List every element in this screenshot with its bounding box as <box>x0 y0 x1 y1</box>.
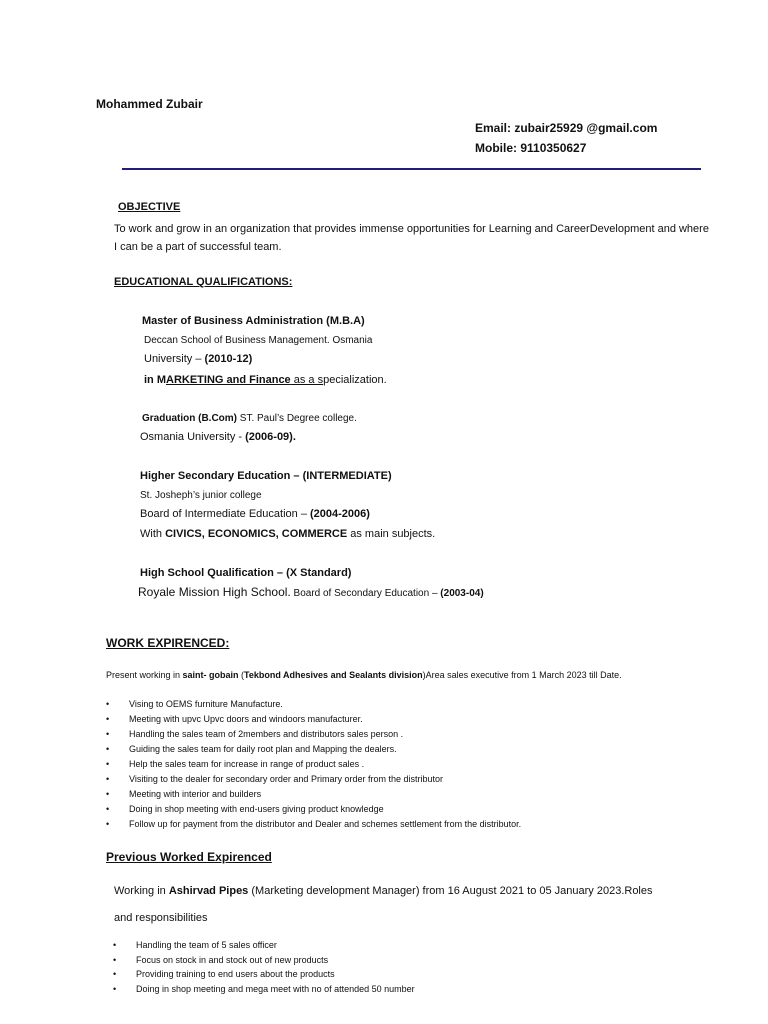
list-item <box>106 802 521 817</box>
grad-college: ST. Paul’s Degree college. <box>237 413 357 424</box>
mba-university-label: University – <box>144 353 205 365</box>
inter-board <box>140 508 370 520</box>
list-item <box>106 697 521 712</box>
grad-years: (2006-09). <box>245 431 296 443</box>
previous-roles-line: and responsibilities <box>114 912 208 924</box>
previous-duties-list <box>113 938 415 997</box>
inter-years: (2004-2006) <box>310 508 370 520</box>
inter-subjects-list: CIVICS, ECONOMICS, COMMERCE <box>165 528 348 540</box>
present-suffix: )Area sales executive from 1 March 2023 till Date. <box>422 670 622 680</box>
mba-spec-mid: as a s <box>290 374 324 386</box>
bullet-icon: • <box>106 744 110 754</box>
list-item <box>106 817 521 832</box>
bullet-icon: • <box>106 819 110 829</box>
list-item-text: Visiting to the dealer for secondary order and Primary order from the distributor <box>129 774 443 784</box>
bullet-icon: • <box>113 969 117 980</box>
mba-school: Deccan School of Business Management. Osmania <box>144 335 373 346</box>
bullet-icon: • <box>106 759 110 769</box>
bullet-icon: • <box>113 984 117 995</box>
inter-subjects-suffix: as main subjects. <box>347 528 436 540</box>
mobile-line: Mobile: 9110350627 <box>475 141 587 155</box>
bullet-icon: • <box>106 789 110 799</box>
list-item-text: Meeting with upvc Upvc doors and windoors manufacturer. <box>129 714 363 724</box>
grad-university <box>140 431 296 443</box>
work-heading: WORK EXPIRENCED: <box>106 636 230 650</box>
inter-subjects <box>140 528 435 540</box>
mba-title: Master of Business Administration (M.B.A) <box>142 315 365 327</box>
list-item-text: Follow up for payment from the distributor and Dealer and schemes settlement from the distributor. <box>129 819 522 829</box>
education-heading: EDUCATIONAL QUALIFICATIONS: <box>114 276 293 288</box>
grad-line <box>142 413 357 424</box>
list-item <box>113 967 415 982</box>
present-paren: ( <box>238 670 245 680</box>
previous-position <box>114 885 653 897</box>
objective-text: To work and grow in an organization that provides immense opportunities for Learning and CareerDevelopment and where I can be a part of successful team. <box>114 223 709 253</box>
list-item-text: Vising to OEMS furniture Manufacture. <box>129 699 283 709</box>
inter-board-label: Board of Intermediate Education – <box>140 508 310 520</box>
mba-spec-prefix: in M <box>144 374 166 386</box>
bullet-icon: • <box>106 699 110 709</box>
mba-university <box>144 353 252 365</box>
previous-suffix: (Marketing development Manager) from 16 August 2021 to 05 January 2023.Roles <box>248 885 653 897</box>
list-item-text: Providing training to end users about the products <box>136 969 335 980</box>
list-item-text: Handling the sales team of 2members and distributors sales person . <box>129 729 404 739</box>
inter-college: St. Josheph’s junior college <box>140 490 262 501</box>
present-prefix: Present working in <box>106 670 183 680</box>
present-company: saint- gobain <box>182 670 239 680</box>
work-duties-list <box>106 697 521 832</box>
list-item <box>106 712 521 727</box>
header-divider <box>122 168 701 170</box>
list-item-text: Focus on stock in and stock out of new products <box>136 954 329 965</box>
previous-prefix: Working in <box>114 885 169 897</box>
list-item <box>106 787 521 802</box>
inter-title: Higher Secondary Education – (INTERMEDIATE) <box>140 470 392 482</box>
present-position <box>106 670 622 680</box>
previous-heading: Previous Worked Expirenced <box>106 850 272 864</box>
bullet-icon: • <box>106 729 110 739</box>
email-line: Email: zubair25929 @gmail.com <box>475 121 658 135</box>
list-item-text: Handling the team of 5 sales officer <box>136 940 277 950</box>
present-division: Tekbond Adhesives and Sealants division <box>244 670 423 680</box>
mba-specialization <box>144 374 387 386</box>
list-item-text: Doing in shop meeting and mega meet with no of attended 50 number <box>136 984 415 995</box>
bullet-icon: • <box>106 714 110 724</box>
previous-company: Ashirvad Pipes <box>168 885 249 897</box>
school-name: Royale Mission High School. <box>138 585 291 599</box>
grad-univ-label: Osmania University - <box>140 431 246 443</box>
list-item <box>113 938 415 953</box>
school-board: Board of Secondary Education – <box>290 588 441 599</box>
mba-spec-suffix: pecialization. <box>323 374 387 386</box>
bullet-icon: • <box>113 940 117 950</box>
list-item-text: Doing in shop meeting with end-users giving product knowledge <box>129 804 384 814</box>
list-item-text: Guiding the sales team for daily root plan and Mapping the dealers. <box>129 744 397 754</box>
list-item-text: Meeting with interior and builders <box>129 789 262 799</box>
bullet-icon: • <box>106 804 110 814</box>
objective-heading: OBJECTIVE <box>118 201 181 213</box>
list-item <box>113 953 415 968</box>
bullet-icon: • <box>106 774 110 784</box>
list-item <box>106 727 521 742</box>
grad-title: Graduation (B.Com) <box>142 413 237 424</box>
mba-years: (2010-12) <box>204 353 253 365</box>
list-item <box>113 982 415 997</box>
candidate-name: Mohammed Zubair <box>96 97 203 111</box>
list-item-text: Help the sales team for increase in range of product sales . <box>129 759 365 769</box>
list-item <box>106 742 521 757</box>
school-line <box>138 583 484 601</box>
list-item <box>106 772 521 787</box>
mba-spec-subject: ARKETING and Finance <box>166 374 291 386</box>
list-item <box>106 757 521 772</box>
school-years: (2003-04) <box>440 588 484 599</box>
bullet-icon: • <box>113 954 117 965</box>
school-title: High School Qualification – (X Standard) <box>140 567 352 579</box>
inter-subjects-prefix: With <box>140 528 166 540</box>
